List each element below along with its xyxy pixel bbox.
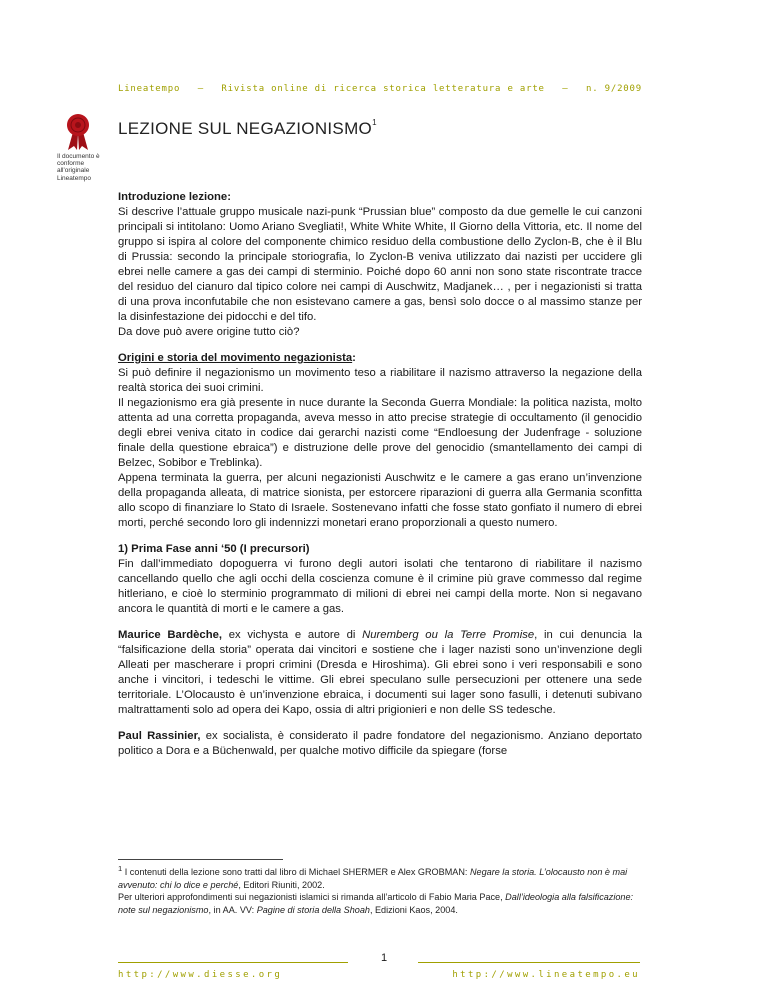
footnote [118, 863, 642, 916]
article-title: Dall’ideologia alla falsificazione: note sul negazionismo [118, 892, 634, 915]
text: ex socialista, è considerato il padre fondatore del negazionismo. Anziano deportato politico a Dora e a Büchenwald, per qualche motivo difficile da spiegare (forse [118, 730, 643, 757]
author-name: Maurice Bardèche, [118, 629, 223, 641]
footer-link-diesse[interactable]: http://www.diesse.org [118, 970, 283, 980]
origins-section [118, 351, 642, 531]
text: , in AA. VV: [208, 904, 257, 915]
footer-divider [118, 962, 348, 963]
footnote-divider [118, 859, 283, 860]
header-separator: – [562, 84, 569, 94]
bardeche-paragraph [118, 628, 642, 718]
text: , Editori Riuniti, 2002. [238, 879, 325, 890]
header-issue: n. 9/2009 [585, 84, 642, 94]
wax-seal-icon [64, 112, 92, 152]
header-journal: Lineatempo [118, 84, 181, 94]
heading-colon: : [352, 352, 356, 364]
section-heading: 1) Prima Fase anni ‘50 (I precursori) [118, 543, 310, 555]
footnote-ref: 1 [372, 118, 377, 127]
section-heading: Introduzione lezione: [118, 191, 231, 203]
text: , Edizioni Kaos, 2004. [369, 904, 458, 915]
title-text: LEZIONE SUL NEGAZIONISMO [118, 119, 373, 138]
intro-section [118, 190, 642, 340]
book-title: Pagine di storia della Shoah [256, 904, 370, 915]
paragraph: Si può definire il negazionismo un movimento teso a riabilitare il nazismo attraverso la negazione della realtà storica dei suoi crimini. [118, 367, 642, 394]
article-body [118, 190, 642, 770]
book-title: Negare la storia. L’olocausto non è mai avvenuto: chi lo dice e perché [118, 867, 628, 890]
text: Per ulteriori approfondimenti sui negazionisti islamici si rimanda all’articolo di Fabio Maria Pace, [118, 892, 506, 903]
seal-caption: Il documento è conforme all'originale Lineatempo [57, 153, 100, 182]
section-heading: Origini e storia del movimento negazionista [118, 352, 353, 364]
paragraph: Da dove può avere origine tutto ciò? [118, 326, 300, 338]
footnote-number: 1 [118, 864, 123, 873]
author-name: Paul Rassinier, [118, 730, 201, 742]
text: I contenuti della lezione sono tratti dal libro di Michael SHERMER e Alex GROBMAN: [122, 867, 470, 878]
text: , in cui denuncia la “falsificazione della storia” operata dai vincitori e sostiene che i lager nazisti sono un’invenzione degli Alleati per mascherare i propri crimini (Dresda e Hiroshima). Gli ebrei sono i veri responsabili e sono anche i vincitori, i tedeschi le vittime. Gli ebrei speculano sulle persecuzioni per ottenere una sede territoriale. L’Olocausto è un’invenzione ebraica, i documenti sui lager sono fasulli, i detenuti subivano maltrattamenti solo ad opera dei Kapo, ossia di altri prigionieri e non delle SS tedesche. [118, 629, 642, 716]
rassinier-paragraph [118, 729, 642, 759]
paragraph: Appena terminata la guerra, per alcuni negazionisti Auschwitz e le camere a gas erano un’invenzione della propaganda alleata, di matrice sionista, per estorcere riparazioni di guerra alla Germania sconfitta allo scopo di finanziare lo Stato di Israele. Sostenevano infatti che fosse stato gonfiato il numero di ebrei morti, perché secondo loro gli indennizzi monetari erano proporzionali a questo numero. [118, 472, 642, 529]
footer-link-lineatempo[interactable]: http://www.lineatempo.eu [452, 970, 640, 980]
header-subtitle: Rivista online di ricerca storica letteratura e arte [221, 84, 545, 94]
paragraph: Il negazionismo era già presente in nuce durante la Seconda Guerra Mondiale: la politica nazista, molto attenta ad una corretta propaganda, aveva messo in atto precise strategie di occultamento (il genocidio degli ebrei veniva citato in codice dai gerarchi nazisti come “Endloesung der Judenfrage - soluzione finale della questione ebraica”) e distruzione delle prove del genocidio (smantellamento dei campi di Belzec, Sobibor e Treblinka). [118, 397, 642, 469]
page-number: 1 [380, 952, 388, 964]
paragraph: Si descrive l’attuale gruppo musicale nazi-punk “Prussian blue” composto da due gemelle le cui canzoni principali si intitolano: Uomo Ariano Svegliati!, White White White, Il Giorno della Vittoria, etc. Il nome del gruppo si ispira al colore del componente chimico residuo della combustione dello Zyclon-B, che è il Blu di Prussia: secondo la principale storiografia, lo Zyclon-B veniva utilizzato dai nazisti per uccidere gli ebrei nelle camere a gas dei campi di sterminio. Poiché dopo 60 anni non sono state riscontrate tracce del residuo del cianuro dal tipico colore nei campi di Auschwitz, Madjanek… , per i negazionisti si tratta di una prova inconfutabile che non esistevano camere a gas, bensì solo docce o al massimo stanze per la disinfestazione dei pidocchi e del tifo. [118, 206, 642, 323]
paragraph: Fin dall’immediato dopoguerra vi furono degli autori isolati che tentarono di riabilitare il nazismo cancellando quello che agli occhi della coscienza comune è il crimine più grave commesso dal regime hitleriano, e cioè lo sterminio programmato di milioni di ebrei nei campi della morte. Non si negavano ancora le quantità di morti e le camere a gas. [118, 558, 642, 615]
book-title: Nuremberg ou la Terre Promise [362, 629, 535, 641]
header-separator: – [197, 84, 204, 94]
text: ex vichysta e autore di [222, 629, 363, 641]
phase1-section [118, 542, 642, 617]
footer-divider [418, 962, 640, 963]
running-header [118, 84, 642, 94]
page-title [118, 118, 377, 139]
